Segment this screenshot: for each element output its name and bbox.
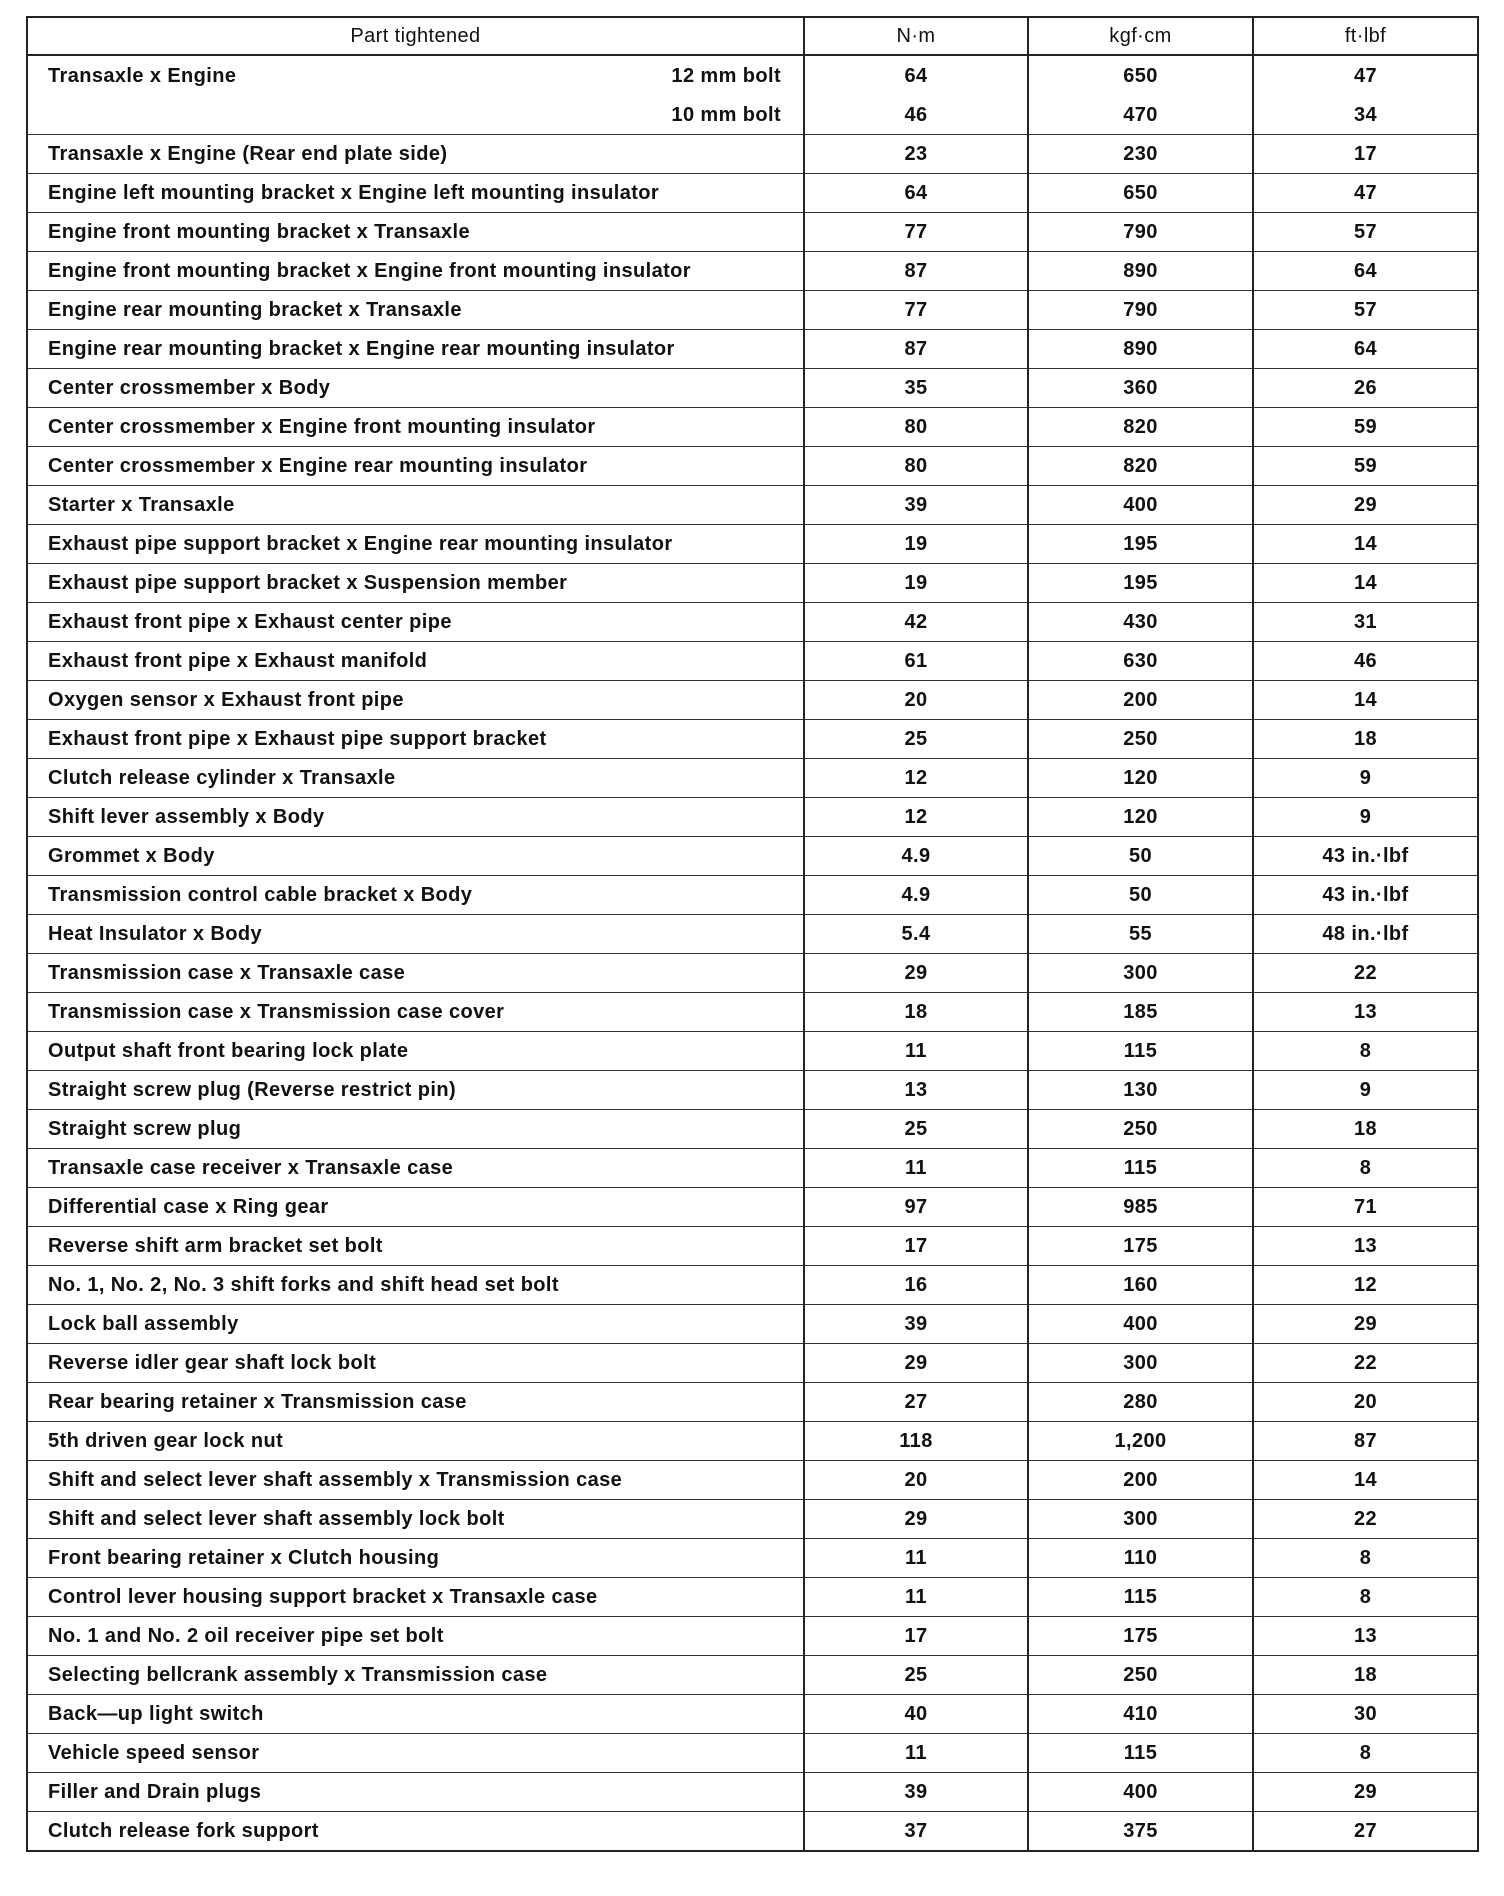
header-part: Part tightened xyxy=(27,17,804,55)
table-row xyxy=(27,408,1478,447)
table-row xyxy=(27,681,1478,720)
part-cell: Starter x Transaxle xyxy=(27,486,804,525)
nm-cell: 77 xyxy=(804,213,1028,252)
part-cell: Center crossmember x Engine rear mounting insulator xyxy=(27,447,804,486)
ft-cell: 22 xyxy=(1253,1344,1478,1383)
table-row xyxy=(27,1266,1478,1305)
kgf-cell: 790 xyxy=(1028,213,1253,252)
part-cell: Engine rear mounting bracket x Engine rear mounting insulator xyxy=(27,330,804,369)
kgf-cell: 790 xyxy=(1028,291,1253,330)
kgf-cell: 120 xyxy=(1028,759,1253,798)
nm-cell: 11 xyxy=(804,1578,1028,1617)
table-row xyxy=(27,1305,1478,1344)
ft-cell: 18 xyxy=(1253,1110,1478,1149)
nm-cell: 25 xyxy=(804,1656,1028,1695)
ft-cell: 64 xyxy=(1253,252,1478,291)
kgf-cell: 250 xyxy=(1028,1110,1253,1149)
part-cell: Exhaust pipe support bracket x Engine rear mounting insulator xyxy=(27,525,804,564)
table-row xyxy=(27,876,1478,915)
nm-cell: 16 xyxy=(804,1266,1028,1305)
table-row xyxy=(27,837,1478,876)
part-cell: Shift lever assembly x Body xyxy=(27,798,804,837)
table-row xyxy=(27,252,1478,291)
ft-cell: 43 in.·lbf xyxy=(1253,876,1478,915)
nm-cell: 37 xyxy=(804,1812,1028,1852)
nm-cell: 39 xyxy=(804,1773,1028,1812)
table-row xyxy=(27,720,1478,759)
part-cell: Clutch release cylinder x Transaxle xyxy=(27,759,804,798)
header-ft: ft·lbf xyxy=(1253,17,1478,55)
ft-cell: 13 xyxy=(1253,993,1478,1032)
ft-cell: 27 xyxy=(1253,1812,1478,1852)
ft-cell: 8 xyxy=(1253,1032,1478,1071)
kgf-cell: 280 xyxy=(1028,1383,1253,1422)
ft-cell: 8 xyxy=(1253,1149,1478,1188)
kgf-cell: 400 xyxy=(1028,1773,1253,1812)
part-cell: Straight screw plug (Reverse restrict pin) xyxy=(27,1071,804,1110)
kgf-cell: 175 xyxy=(1028,1227,1253,1266)
nm-cell: 80 xyxy=(804,408,1028,447)
part-cell: Back—up light switch xyxy=(27,1695,804,1734)
kgf-cell: 300 xyxy=(1028,954,1253,993)
table-row xyxy=(27,564,1478,603)
ft-cell: 20 xyxy=(1253,1383,1478,1422)
part-cell xyxy=(27,55,804,96)
ft-cell: 87 xyxy=(1253,1422,1478,1461)
kgf-cell: 820 xyxy=(1028,447,1253,486)
table-row xyxy=(27,1422,1478,1461)
ft-cell: 13 xyxy=(1253,1617,1478,1656)
nm-cell: 29 xyxy=(804,1344,1028,1383)
table-row xyxy=(27,1656,1478,1695)
kgf-cell: 115 xyxy=(1028,1734,1253,1773)
nm-cell: 25 xyxy=(804,1110,1028,1149)
kgf-cell: 115 xyxy=(1028,1032,1253,1071)
part-cell: Filler and Drain plugs xyxy=(27,1773,804,1812)
ft-cell: 22 xyxy=(1253,1500,1478,1539)
kgf-cell: 115 xyxy=(1028,1578,1253,1617)
table-row xyxy=(27,1188,1478,1227)
part-cell: Grommet x Body xyxy=(27,837,804,876)
kgf-cell: 120 xyxy=(1028,798,1253,837)
table-row xyxy=(27,213,1478,252)
nm-cell: 18 xyxy=(804,993,1028,1032)
nm-cell: 29 xyxy=(804,1500,1028,1539)
table-row xyxy=(27,525,1478,564)
kgf-cell: 630 xyxy=(1028,642,1253,681)
nm-cell: 4.9 xyxy=(804,837,1028,876)
ft-cell: 14 xyxy=(1253,564,1478,603)
ft-cell: 31 xyxy=(1253,603,1478,642)
header-nm: N·m xyxy=(804,17,1028,55)
kgf-cell: 50 xyxy=(1028,837,1253,876)
nm-cell: 80 xyxy=(804,447,1028,486)
ft-cell: 18 xyxy=(1253,1656,1478,1695)
table-row xyxy=(27,1578,1478,1617)
part-cell: Lock ball assembly xyxy=(27,1305,804,1344)
kgf-cell: 300 xyxy=(1028,1344,1253,1383)
kgf-cell: 470 xyxy=(1028,96,1253,135)
part-cell: Clutch release fork support xyxy=(27,1812,804,1852)
ft-cell: 14 xyxy=(1253,681,1478,720)
table-row xyxy=(27,954,1478,993)
kgf-cell: 115 xyxy=(1028,1149,1253,1188)
ft-cell: 29 xyxy=(1253,486,1478,525)
table-row xyxy=(27,330,1478,369)
part-cell: No. 1, No. 2, No. 3 shift forks and shift head set bolt xyxy=(27,1266,804,1305)
table-row xyxy=(27,759,1478,798)
part-cell: Exhaust front pipe x Exhaust pipe support bracket xyxy=(27,720,804,759)
part-cell: Straight screw plug xyxy=(27,1110,804,1149)
kgf-cell: 200 xyxy=(1028,681,1253,720)
kgf-cell: 360 xyxy=(1028,369,1253,408)
nm-cell: 40 xyxy=(804,1695,1028,1734)
ft-cell: 18 xyxy=(1253,720,1478,759)
ft-cell: 47 xyxy=(1253,174,1478,213)
table-row xyxy=(27,642,1478,681)
header-row xyxy=(27,17,1478,55)
kgf-cell: 430 xyxy=(1028,603,1253,642)
torque-table xyxy=(26,16,1479,1852)
kgf-cell: 195 xyxy=(1028,525,1253,564)
nm-cell: 20 xyxy=(804,681,1028,720)
ft-cell: 48 in.·lbf xyxy=(1253,915,1478,954)
table-row xyxy=(27,96,1478,135)
ft-cell: 30 xyxy=(1253,1695,1478,1734)
part-cell: Engine left mounting bracket x Engine left mounting insulator xyxy=(27,174,804,213)
table-row xyxy=(27,369,1478,408)
part-cell: Reverse shift arm bracket set bolt xyxy=(27,1227,804,1266)
nm-cell: 17 xyxy=(804,1617,1028,1656)
kgf-cell: 250 xyxy=(1028,1656,1253,1695)
part-cell: Transmission control cable bracket x Body xyxy=(27,876,804,915)
nm-cell: 29 xyxy=(804,954,1028,993)
nm-cell: 25 xyxy=(804,720,1028,759)
ft-cell: 34 xyxy=(1253,96,1478,135)
nm-cell: 5.4 xyxy=(804,915,1028,954)
part-cell: Transaxle case receiver x Transaxle case xyxy=(27,1149,804,1188)
nm-cell: 11 xyxy=(804,1149,1028,1188)
nm-cell: 13 xyxy=(804,1071,1028,1110)
part-cell: Rear bearing retainer x Transmission case xyxy=(27,1383,804,1422)
table-row xyxy=(27,1617,1478,1656)
table-row xyxy=(27,135,1478,174)
table-row xyxy=(27,447,1478,486)
table-row xyxy=(27,1461,1478,1500)
ft-cell: 22 xyxy=(1253,954,1478,993)
ft-cell: 57 xyxy=(1253,291,1478,330)
part-cell: Oxygen sensor x Exhaust front pipe xyxy=(27,681,804,720)
kgf-cell: 890 xyxy=(1028,330,1253,369)
nm-cell: 27 xyxy=(804,1383,1028,1422)
ft-cell: 71 xyxy=(1253,1188,1478,1227)
ft-cell: 9 xyxy=(1253,1071,1478,1110)
table-row xyxy=(27,798,1478,837)
nm-cell: 23 xyxy=(804,135,1028,174)
nm-cell: 12 xyxy=(804,759,1028,798)
ft-cell: 9 xyxy=(1253,798,1478,837)
nm-cell: 87 xyxy=(804,330,1028,369)
ft-cell: 26 xyxy=(1253,369,1478,408)
kgf-cell: 55 xyxy=(1028,915,1253,954)
nm-cell: 77 xyxy=(804,291,1028,330)
nm-cell: 11 xyxy=(804,1734,1028,1773)
ft-cell: 64 xyxy=(1253,330,1478,369)
nm-cell: 19 xyxy=(804,525,1028,564)
part-cell: Front bearing retainer x Clutch housing xyxy=(27,1539,804,1578)
ft-cell: 14 xyxy=(1253,525,1478,564)
ft-cell: 29 xyxy=(1253,1305,1478,1344)
ft-cell: 29 xyxy=(1253,1773,1478,1812)
part-cell xyxy=(27,96,804,135)
table-row xyxy=(27,1344,1478,1383)
nm-cell: 17 xyxy=(804,1227,1028,1266)
ft-cell: 14 xyxy=(1253,1461,1478,1500)
ft-cell: 8 xyxy=(1253,1578,1478,1617)
kgf-cell: 820 xyxy=(1028,408,1253,447)
kgf-cell: 650 xyxy=(1028,55,1253,96)
part-cell: Transaxle x Engine (Rear end plate side) xyxy=(27,135,804,174)
table-row xyxy=(27,55,1478,96)
part-cell: Transmission case x Transmission case cover xyxy=(27,993,804,1032)
kgf-cell: 160 xyxy=(1028,1266,1253,1305)
kgf-cell: 400 xyxy=(1028,1305,1253,1344)
part-cell: Selecting bellcrank assembly x Transmission case xyxy=(27,1656,804,1695)
table-row xyxy=(27,1500,1478,1539)
bolt-size: 10 mm bolt xyxy=(671,103,781,126)
part-cell: Output shaft front bearing lock plate xyxy=(27,1032,804,1071)
part-cell: Shift and select lever shaft assembly lock bolt xyxy=(27,1500,804,1539)
nm-cell: 118 xyxy=(804,1422,1028,1461)
kgf-cell: 985 xyxy=(1028,1188,1253,1227)
kgf-cell: 890 xyxy=(1028,252,1253,291)
kgf-cell: 410 xyxy=(1028,1695,1253,1734)
nm-cell: 20 xyxy=(804,1461,1028,1500)
ft-cell: 13 xyxy=(1253,1227,1478,1266)
part-cell: Exhaust front pipe x Exhaust center pipe xyxy=(27,603,804,642)
table-row xyxy=(27,1539,1478,1578)
table-row xyxy=(27,1032,1478,1071)
part-cell: Engine front mounting bracket x Engine front mounting insulator xyxy=(27,252,804,291)
kgf-cell: 375 xyxy=(1028,1812,1253,1852)
table-row xyxy=(27,1149,1478,1188)
ft-cell: 47 xyxy=(1253,55,1478,96)
nm-cell: 61 xyxy=(804,642,1028,681)
part-cell: Exhaust front pipe x Exhaust manifold xyxy=(27,642,804,681)
nm-cell: 46 xyxy=(804,96,1028,135)
part-cell: Exhaust pipe support bracket x Suspension member xyxy=(27,564,804,603)
kgf-cell: 650 xyxy=(1028,174,1253,213)
part-cell: Heat Insulator x Body xyxy=(27,915,804,954)
nm-cell: 19 xyxy=(804,564,1028,603)
kgf-cell: 400 xyxy=(1028,486,1253,525)
nm-cell: 64 xyxy=(804,55,1028,96)
part-cell: Shift and select lever shaft assembly x Transmission case xyxy=(27,1461,804,1500)
nm-cell: 97 xyxy=(804,1188,1028,1227)
table-row xyxy=(27,1383,1478,1422)
nm-cell: 39 xyxy=(804,486,1028,525)
kgf-cell: 130 xyxy=(1028,1071,1253,1110)
nm-cell: 64 xyxy=(804,174,1028,213)
part-cell: No. 1 and No. 2 oil receiver pipe set bolt xyxy=(27,1617,804,1656)
ft-cell: 17 xyxy=(1253,135,1478,174)
nm-cell: 11 xyxy=(804,1539,1028,1578)
table-row xyxy=(27,1812,1478,1852)
table-row xyxy=(27,1227,1478,1266)
ft-cell: 57 xyxy=(1253,213,1478,252)
part-name: Transaxle x Engine xyxy=(48,64,237,87)
table-row xyxy=(27,486,1478,525)
ft-cell: 8 xyxy=(1253,1734,1478,1773)
nm-cell: 12 xyxy=(804,798,1028,837)
part-cell: Center crossmember x Body xyxy=(27,369,804,408)
part-cell: 5th driven gear lock nut xyxy=(27,1422,804,1461)
part-cell: Transmission case x Transaxle case xyxy=(27,954,804,993)
bolt-size: 12 mm bolt xyxy=(671,64,781,87)
part-cell: Engine front mounting bracket x Transaxle xyxy=(27,213,804,252)
table-row xyxy=(27,174,1478,213)
part-cell: Vehicle speed sensor xyxy=(27,1734,804,1773)
nm-cell: 35 xyxy=(804,369,1028,408)
torque-spec-page xyxy=(26,16,1477,1852)
ft-cell: 46 xyxy=(1253,642,1478,681)
kgf-cell: 230 xyxy=(1028,135,1253,174)
kgf-cell: 185 xyxy=(1028,993,1253,1032)
part-cell: Center crossmember x Engine front mounting insulator xyxy=(27,408,804,447)
kgf-cell: 195 xyxy=(1028,564,1253,603)
part-cell: Reverse idler gear shaft lock bolt xyxy=(27,1344,804,1383)
table-row xyxy=(27,1734,1478,1773)
table-row xyxy=(27,1773,1478,1812)
ft-cell: 12 xyxy=(1253,1266,1478,1305)
table-row xyxy=(27,993,1478,1032)
kgf-cell: 110 xyxy=(1028,1539,1253,1578)
kgf-cell: 50 xyxy=(1028,876,1253,915)
nm-cell: 4.9 xyxy=(804,876,1028,915)
nm-cell: 42 xyxy=(804,603,1028,642)
nm-cell: 87 xyxy=(804,252,1028,291)
header-kgf: kgf·cm xyxy=(1028,17,1253,55)
nm-cell: 11 xyxy=(804,1032,1028,1071)
table-row xyxy=(27,1071,1478,1110)
nm-cell: 39 xyxy=(804,1305,1028,1344)
kgf-cell: 300 xyxy=(1028,1500,1253,1539)
ft-cell: 9 xyxy=(1253,759,1478,798)
part-cell: Control lever housing support bracket x Transaxle case xyxy=(27,1578,804,1617)
part-cell: Differential case x Ring gear xyxy=(27,1188,804,1227)
table-row xyxy=(27,1110,1478,1149)
kgf-cell: 1,200 xyxy=(1028,1422,1253,1461)
ft-cell: 8 xyxy=(1253,1539,1478,1578)
table-row xyxy=(27,291,1478,330)
table-row xyxy=(27,603,1478,642)
ft-cell: 59 xyxy=(1253,447,1478,486)
kgf-cell: 175 xyxy=(1028,1617,1253,1656)
part-cell: Engine rear mounting bracket x Transaxle xyxy=(27,291,804,330)
table-row xyxy=(27,1695,1478,1734)
kgf-cell: 200 xyxy=(1028,1461,1253,1500)
ft-cell: 59 xyxy=(1253,408,1478,447)
table-row xyxy=(27,915,1478,954)
ft-cell: 43 in.·lbf xyxy=(1253,837,1478,876)
kgf-cell: 250 xyxy=(1028,720,1253,759)
